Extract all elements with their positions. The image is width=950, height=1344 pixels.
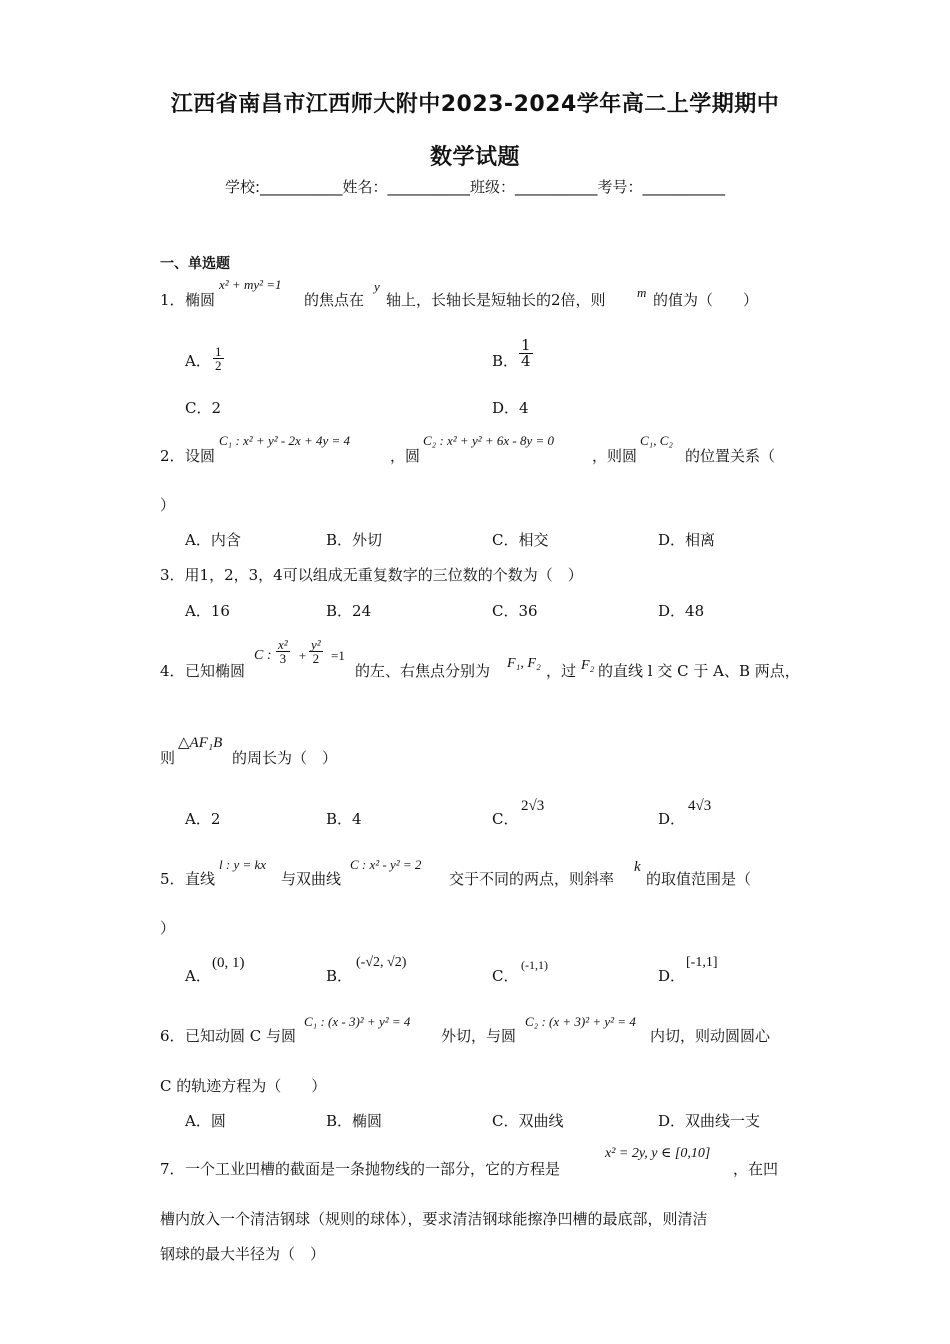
q4-option-d-label[interactable]: D．	[658, 810, 686, 828]
q6-text-2: 外切，与圆	[441, 1027, 517, 1045]
q1-option-d[interactable]: D．4	[492, 399, 529, 417]
q4-text-3: ，过	[546, 662, 577, 680]
q6-option-a[interactable]: A．圆	[185, 1112, 226, 1130]
q2-option-d[interactable]: D．相离	[658, 531, 716, 549]
q6-option-d[interactable]: D．双曲线一支	[658, 1112, 761, 1130]
q5-option-d-value: [-1,1]	[686, 955, 718, 970]
q2-circles-pair: C₁, C₂	[640, 433, 673, 448]
q5-option-b-value: (-√2, √2)	[356, 955, 407, 970]
q4-option-b[interactable]: B．4	[326, 810, 362, 828]
q4-triangle: △AF₁B	[178, 735, 223, 751]
q4-text-5: 则	[160, 749, 176, 767]
q5-hyperbola-equation: C : x² - y² = 2	[350, 857, 422, 872]
q4-option-d-value: 4√3	[688, 798, 712, 814]
q4-text-2: 的左、右焦点分别为	[355, 662, 491, 680]
q7-text-4: 钢球的最大半径为（ ）	[160, 1245, 326, 1263]
q1-option-a-denominator: 2	[215, 358, 222, 373]
q1-axis: y	[374, 279, 380, 294]
q5-option-b-label[interactable]: B．	[326, 967, 353, 985]
q5-option-a-label[interactable]: A．	[185, 967, 211, 985]
q5-option-d-label[interactable]: D．	[658, 967, 686, 985]
q4-text-1: 已知椭圆	[185, 662, 246, 680]
q6-circle-c2: C₂ : (x + 3)² + y² = 4	[525, 1014, 636, 1029]
q2-text-5: ）	[160, 496, 176, 514]
q5-text-5: ）	[160, 919, 176, 937]
exam-title-line2: 数学试题	[429, 145, 520, 170]
q4-frac-y	[309, 638, 323, 665]
q2-number: 2．	[160, 447, 185, 465]
q2-circle-c2: C₂ : x² + y² + 6x - 8y = 0	[423, 433, 555, 448]
q5-slope-k: k	[634, 859, 641, 875]
q1-text-1: 椭圆	[185, 291, 216, 309]
q6-circle-c1: C₁ : (x - 3)² + y² = 4	[304, 1014, 411, 1029]
q7-text-3: 槽内放入一个清洁钢球（规则的球体），要求清洁钢球能擦净凹槽的最底部，则清洁	[160, 1210, 708, 1228]
q4-option-c-value: 2√3	[521, 798, 545, 814]
q6-text-4: C 的轨迹方程为（ ）	[160, 1077, 327, 1095]
q4-frac-x	[276, 638, 290, 665]
q6-number: 6．	[160, 1027, 185, 1045]
q7-number: 7．	[160, 1160, 185, 1178]
q5-line-equation: l : y = kx	[219, 857, 267, 872]
q6-text-3: 内切，则动圆圆心	[650, 1027, 771, 1045]
q3-option-a[interactable]: A．16	[185, 602, 230, 620]
q3-text: 3．用1，2，3，4可以组成无重复数字的三位数的个数为（ ）	[160, 566, 583, 584]
q1-equation: x² + my² =1	[219, 277, 282, 292]
q4-frac-x-denominator: 3	[279, 651, 287, 666]
q1-option-a-numerator: 1	[215, 344, 222, 359]
q7-text-2: ，在凹	[733, 1160, 779, 1178]
q5-option-c-label[interactable]: C．	[492, 967, 519, 985]
q2-text-3: ，则圆	[592, 447, 638, 465]
q6-text-1: 已知动圆 C 与圆	[185, 1027, 297, 1045]
q5-text-3: 交于不同的两点，则斜率	[449, 870, 615, 888]
q2-circle-c1: C₁ : x² + y² - 2x + 4y = 4	[219, 433, 351, 448]
q3-option-b[interactable]: B．24	[326, 602, 372, 620]
q2-option-c[interactable]: C．相交	[492, 531, 549, 549]
q2-option-a[interactable]: A．内含	[185, 531, 241, 549]
q5-text-1: 直线	[185, 870, 216, 888]
section-heading: 一、单选题	[160, 256, 230, 272]
q3-option-d[interactable]: D．48	[658, 602, 705, 620]
student-info-fields: 学校:___________姓名：___________班级：___________考号：___________	[224, 178, 726, 196]
q5-number: 5．	[160, 870, 185, 888]
q7-text-1: 一个工业凹槽的截面是一条抛物线的一部分，它的方程是	[185, 1160, 561, 1178]
q5-option-a-value: (0, 1)	[212, 955, 245, 971]
q4-frac-x-numerator: x²	[278, 637, 288, 652]
q4-ellipse-name: C :	[254, 648, 272, 663]
q4-frac-y-numerator: y²	[311, 637, 321, 652]
q5-text-2: 与双曲线	[281, 870, 342, 888]
q2-option-b[interactable]: B．外切	[326, 531, 383, 549]
q4-plus: +	[298, 648, 307, 663]
q1-option-b-denominator: 4	[521, 352, 531, 370]
q6-option-c[interactable]: C．双曲线	[492, 1112, 564, 1130]
q2-text-2: ，圆	[390, 447, 421, 465]
q4-text-4: 的直线 l 交 C 于 A、B 两点，	[598, 662, 800, 680]
q4-focus-f2: F₂	[581, 658, 595, 673]
q6-option-b[interactable]: B．椭圆	[326, 1112, 383, 1130]
q4-frac-y-denominator: 2	[312, 651, 320, 666]
q4-number: 4．	[160, 662, 185, 680]
q1-option-b-numerator: 1	[521, 336, 531, 354]
q1-option-a-label[interactable]: A．	[185, 352, 211, 370]
q5-text-4: 的取值范围是（	[646, 870, 752, 888]
q2-text-1: 设圆	[185, 447, 216, 465]
q4-equals-one: =1	[331, 648, 345, 663]
q4-option-c-label[interactable]: C．	[492, 810, 519, 828]
exam-title-line1: 江西省南昌市江西师大附中2023-2024学年高二上学期期中	[170, 92, 780, 117]
q1-text-4: 的值为（ ）	[653, 291, 759, 309]
q1-text-2: 的焦点在	[304, 291, 365, 309]
q1-option-c[interactable]: C．2	[185, 399, 222, 417]
q4-text-6: 的周长为（ ）	[232, 749, 338, 767]
q1-option-a-fraction	[213, 345, 224, 372]
q2-text-4: 的位置关系（	[685, 447, 776, 465]
q4-option-a[interactable]: A．2	[185, 810, 221, 828]
q1-text-3: 轴上，长轴长是短轴长的2倍，则	[386, 291, 606, 309]
q5-option-c-value: (-1,1)	[521, 958, 548, 972]
q7-parabola-equation: x² = 2y, y ∈ [0,10]	[605, 1146, 711, 1161]
q1-number: 1．	[160, 291, 185, 309]
q4-foci: F₁, F₂	[507, 656, 541, 671]
q3-option-c[interactable]: C．36	[492, 602, 538, 620]
q1-var-m: m	[637, 285, 647, 300]
q1-option-b-label[interactable]: B．	[492, 352, 519, 370]
q1-option-b-fraction	[519, 338, 533, 369]
